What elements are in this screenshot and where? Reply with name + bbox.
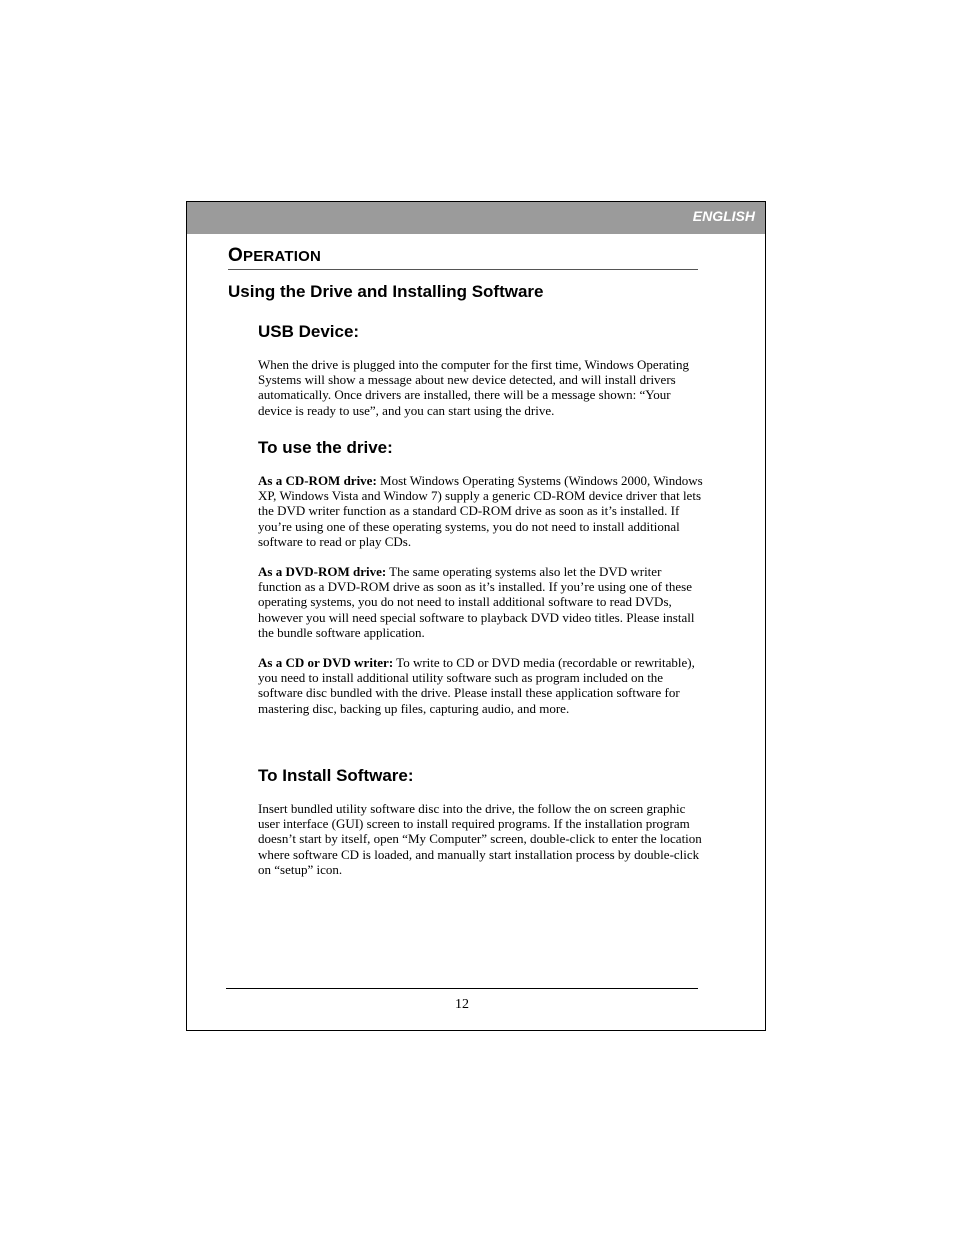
language-label: ENGLISH [692,208,755,224]
dvdrom-text: The same operating systems also let the DVD writer function as a DVD-ROM drive as soon as it’s installed. If you’re using one of these operating systems, you do not need to install additional software to read DVDs, however you will need special software to playback DVD video titles. Please install the bundle software application. [258,564,695,640]
footer-divider [226,988,698,989]
language-header-bar [187,202,765,234]
dvdrom-label: As a DVD-ROM drive: [258,564,387,579]
section-title-rest: PERATION [242,248,321,265]
page-number: 12 [455,997,469,1012]
cdrom-paragraph [258,473,703,549]
usb-device-paragraph: When the drive is plugged into the computer for the first time, Windows Operating Systems will show a message about new device detected, and will install drivers automatically. Once drivers are installed, there will be a message shown: “Your device is ready to use”, and you can start using the drive. [258,357,690,418]
usb-device-heading: USB Device: [258,322,360,341]
install-software-heading: To Install Software: [258,766,414,785]
cdrom-text: Most Windows Operating Systems (Windows 2000, Windows XP, Windows Vista and Window 7) supply a generic CD-ROM device driver that lets the DVD writer function as a standard CD-ROM drive as soon as it’s installed. If you’re using one of these operating systems, you do not need to install additional software to read or play CDs. [258,473,703,549]
install-software-paragraph: Insert bundled utility software disc into the drive, the follow the on screen graphic user interface (GUI) screen to install required programs. If the installation program doesn’t start by itself, open “My Computer” screen, double-click to enter the location where software CD is loaded, and manually start installation process by double-click on “setup” icon. [258,801,702,877]
writer-paragraph [258,655,703,716]
manual-page [186,201,766,1031]
dvdrom-paragraph [258,564,703,640]
section-title [228,245,698,270]
subsection-title: Using the Drive and Installing Software [228,282,544,301]
writer-text: To write to CD or DVD media (recordable or rewritable), you need to install additional utility software such as program included on the software disc bundled with the drive. Please install these application software for mastering disc, backing up files, capturing audio, and more. [258,655,695,716]
use-drive-heading: To use the drive: [258,438,393,457]
section-title-initial: O [228,245,243,266]
cdrom-label: As a CD-ROM drive: [258,473,377,488]
writer-label: As a CD or DVD writer: [258,655,394,670]
